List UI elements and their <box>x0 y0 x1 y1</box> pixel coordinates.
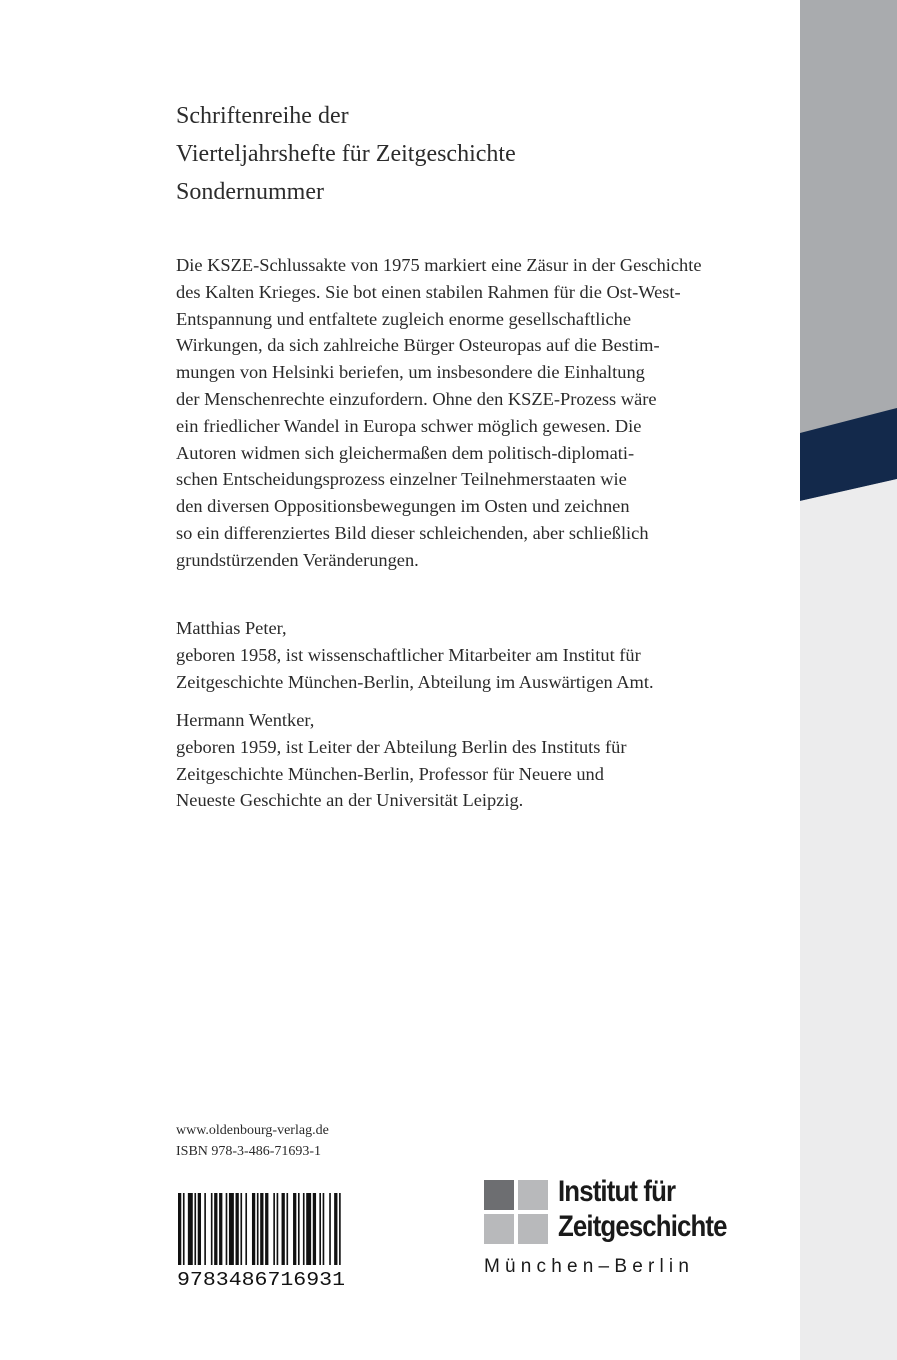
barcode-bar <box>277 1193 279 1265</box>
barcode-bar <box>240 1193 242 1265</box>
barcode-bar <box>236 1193 239 1265</box>
book-description <box>176 252 760 574</box>
description-line: Autoren widmen sich gleichermaßen dem politisch-diplomati- <box>176 442 635 463</box>
author-bio-peter <box>176 615 776 695</box>
author-bio-line: geboren 1958, ist wissenschaftlicher Mitarbeiter am Institut für <box>176 644 641 665</box>
series-title <box>176 97 736 211</box>
description-line: grundstürzenden Veränderungen. <box>176 549 419 570</box>
description-line: so ein differenziertes Bild dieser schleichenden, aber schließlich <box>176 522 649 543</box>
barcode-bar <box>188 1193 193 1265</box>
description-line: Die KSZE-Schlussakte von 1975 markiert eine Zäsur in der Geschichte <box>176 255 702 275</box>
author-bio-line: Neueste Geschichte an der Universität Leipzig. <box>176 790 524 811</box>
series-line: Schriftenreihe der <box>176 103 349 129</box>
barcode-digits: 9783486716931 <box>177 1269 345 1289</box>
barcode-bar <box>245 1193 247 1265</box>
description-line: des Kalten Krieges. Sie bot einen stabilen Rahmen für die Ost-West- <box>176 281 681 302</box>
author-bio-line: Hermann Wentker, <box>176 710 315 730</box>
logo-square <box>518 1214 548 1244</box>
logo-square <box>484 1180 514 1210</box>
barcode-bar <box>306 1193 311 1265</box>
barcode-bar <box>298 1193 300 1265</box>
logo-city: München–Berlin <box>484 1256 695 1277</box>
barcode-bar <box>282 1193 285 1265</box>
barcode-bar <box>339 1193 341 1265</box>
barcode-bar <box>178 1193 181 1265</box>
barcode-bar <box>260 1193 263 1265</box>
author-bio-line: Zeitgeschichte München-Berlin, Professor für Neuere und <box>176 763 604 784</box>
series-line: Vierteljahrshefte für Zeitgeschichte <box>176 141 516 167</box>
spine-white-wedge <box>800 479 897 1360</box>
barcode-bar <box>286 1193 288 1265</box>
barcode-bar <box>229 1193 234 1265</box>
barcode-bar <box>226 1193 228 1265</box>
description-line: den diversen Oppositionsbewegungen im Osten und zeichnen <box>176 496 630 517</box>
publisher-url: www.oldenbourg-verlag.de <box>176 1123 329 1138</box>
barcode-bar <box>183 1193 185 1265</box>
author-bio-line: Zeitgeschichte München-Berlin, Abteilung im Auswärtigen Amt. <box>176 671 654 692</box>
barcode-bar <box>319 1193 321 1265</box>
author-bio-line: geboren 1959, ist Leiter der Abteilung Berlin des Instituts für <box>176 736 627 757</box>
barcode-bar <box>273 1193 275 1265</box>
barcode-bar <box>323 1193 325 1265</box>
logo-line-1: Institut für <box>558 1175 676 1208</box>
barcode-bar <box>198 1193 201 1265</box>
description-line: der Menschenrechte einzufordern. Ohne den KSZE-Prozess wäre <box>176 388 657 409</box>
description-line: Entspannung und entfaltete zugleich enorme gesellschaftliche <box>176 308 631 329</box>
logo-square <box>518 1180 548 1210</box>
barcode-bar <box>257 1193 259 1265</box>
institute-logo <box>484 1175 764 1280</box>
barcode-bar <box>204 1193 206 1265</box>
logo-line-2: Zeitgeschichte <box>558 1210 727 1243</box>
spine-gray-strip <box>800 0 897 1360</box>
description-line: schen Entscheidungsprozess einzelner Teilnehmerstaaten wie <box>176 469 627 490</box>
author-bio-wentker <box>176 707 776 814</box>
author-bio-line: Matthias Peter, <box>176 618 287 638</box>
spine-navy-stripe <box>800 408 897 501</box>
description-line: Wirkungen, da sich zahlreiche Bürger Osteuropas auf die Bestim- <box>176 335 660 356</box>
barcode-bar <box>194 1193 196 1265</box>
barcode-bar <box>329 1193 331 1265</box>
barcode-bar <box>214 1193 217 1265</box>
barcode-bar <box>334 1193 337 1265</box>
barcode-bar <box>303 1193 305 1265</box>
barcode-bar <box>265 1193 268 1265</box>
barcode-bar <box>252 1193 255 1265</box>
series-line: Sondernummer <box>176 179 324 205</box>
isbn-barcode <box>176 1193 346 1289</box>
barcode-bar <box>211 1193 213 1265</box>
isbn: ISBN 978-3-486-71693-1 <box>176 1144 322 1159</box>
barcode-bar <box>313 1193 316 1265</box>
barcode-bar <box>219 1193 222 1265</box>
logo-square <box>484 1214 514 1244</box>
publisher-meta <box>176 1120 329 1162</box>
description-line: ein friedlicher Wandel in Europa schwer möglich gewesen. Die <box>176 415 642 436</box>
description-line: mungen von Helsinki beriefen, um insbesondere die Einhaltung <box>176 362 645 383</box>
barcode-bars <box>178 1193 341 1265</box>
barcode-bar <box>293 1193 296 1265</box>
